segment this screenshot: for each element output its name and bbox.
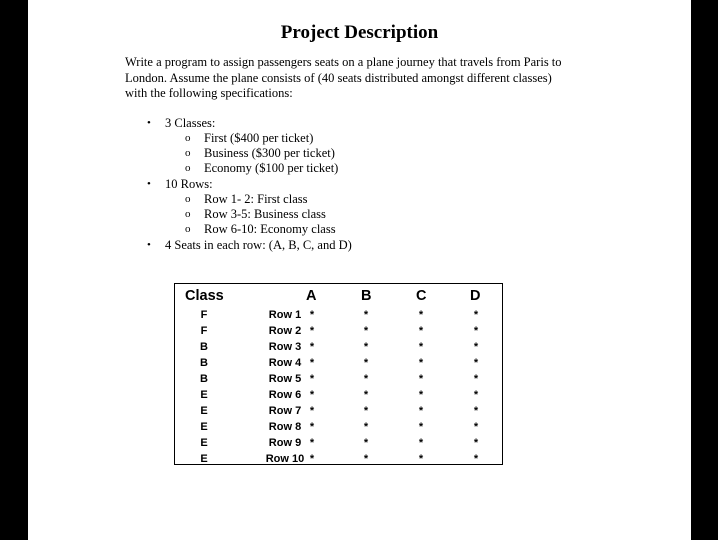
- row-label-cell: Row 5: [268, 373, 302, 385]
- seat-c-cell: *: [418, 421, 424, 433]
- sub-bullet-item: [185, 222, 336, 237]
- page-title: Project Description: [280, 22, 439, 43]
- row-class-cell: E: [200, 405, 208, 417]
- bullet-text: 4 Seats in each row: (A, B, C, and D): [165, 238, 352, 252]
- table-header-class: Class: [185, 288, 224, 304]
- sub-bullet-glyph: o: [185, 132, 191, 144]
- sub-bullet-item: [185, 207, 326, 222]
- intro-line: with the following specifications:: [125, 86, 293, 100]
- seat-b-cell: *: [363, 437, 369, 449]
- seat-b-cell: *: [363, 389, 369, 401]
- seat-d-cell: *: [473, 357, 479, 369]
- seat-d-cell: *: [473, 405, 479, 417]
- row-class-cell: F: [200, 325, 208, 337]
- intro-line: Write a program to assign passengers seats on a plane journey that travels from Paris to: [125, 55, 562, 69]
- row-class-cell: F: [200, 309, 208, 321]
- seat-b-cell: *: [363, 341, 369, 353]
- sub-bullet-text: Economy ($100 per ticket): [204, 161, 339, 175]
- row-class-cell: B: [200, 357, 208, 369]
- seat-d-cell: *: [473, 341, 479, 353]
- row-label-cell: Row 8: [268, 421, 302, 433]
- seat-b-cell: *: [363, 405, 369, 417]
- table-header-seat-b: B: [361, 288, 372, 304]
- row-label-cell: Row 3: [268, 341, 302, 353]
- seat-a-cell: *: [309, 357, 315, 369]
- seat-c-cell: *: [418, 453, 424, 465]
- sub-bullet-text: First ($400 per ticket): [204, 131, 314, 145]
- seat-a-cell: *: [309, 341, 315, 353]
- seat-b-cell: *: [363, 309, 369, 321]
- row-label-cell: Row 2: [268, 325, 302, 337]
- sub-bullet-text: Business ($300 per ticket): [204, 146, 335, 160]
- bullet-text: 3 Classes:: [165, 116, 216, 130]
- seat-c-cell: *: [418, 357, 424, 369]
- bullet-item: [147, 238, 352, 253]
- seat-d-cell: *: [473, 437, 479, 449]
- row-label-cell: Row 4: [268, 357, 302, 369]
- intro-line: London. Assume the plane consists of (40 seats distributed amongst different classes): [125, 70, 552, 85]
- seat-a-cell: *: [309, 453, 315, 465]
- seat-c-cell: *: [418, 341, 424, 353]
- seat-a-cell: *: [309, 405, 315, 417]
- bullet-glyph: •: [147, 117, 151, 129]
- seat-b-cell: *: [363, 421, 369, 433]
- row-class-cell: E: [200, 453, 208, 465]
- sub-bullet-text: Row 6-10: Economy class: [204, 222, 336, 236]
- seat-c-cell: *: [418, 373, 424, 385]
- row-class-cell: B: [200, 341, 208, 353]
- row-class-cell: E: [200, 389, 208, 401]
- seat-d-cell: *: [473, 309, 479, 321]
- table-header-seat-a: A: [306, 288, 317, 304]
- seat-a-cell: *: [309, 309, 315, 321]
- bullet-glyph: •: [147, 239, 151, 251]
- table-header-seat-c: C: [416, 288, 427, 304]
- sub-bullet-glyph: o: [185, 147, 191, 159]
- sub-bullet-glyph: o: [185, 162, 191, 174]
- seat-d-cell: *: [473, 373, 479, 385]
- sub-bullet-item: [185, 192, 308, 207]
- seat-a-cell: *: [309, 373, 315, 385]
- seat-d-cell: *: [473, 453, 479, 465]
- intro-paragraph: [125, 55, 595, 102]
- sub-bullet-item: [185, 161, 339, 176]
- seat-c-cell: *: [418, 309, 424, 321]
- bullet-text: 10 Rows:: [165, 177, 213, 191]
- sub-bullet-text: Row 1- 2: First class: [204, 192, 308, 206]
- table-header-seat-d: D: [470, 288, 481, 304]
- seat-d-cell: *: [473, 389, 479, 401]
- seat-c-cell: *: [418, 437, 424, 449]
- row-class-cell: E: [200, 421, 208, 433]
- row-label-cell: Row 10: [265, 453, 305, 465]
- seat-a-cell: *: [309, 421, 315, 433]
- row-label-cell: Row 9: [268, 437, 302, 449]
- seat-b-cell: *: [363, 325, 369, 337]
- seat-b-cell: *: [363, 373, 369, 385]
- seat-b-cell: *: [363, 453, 369, 465]
- seat-a-cell: *: [309, 437, 315, 449]
- document-page: [28, 0, 691, 540]
- sub-bullet-text: Row 3-5: Business class: [204, 207, 326, 221]
- sub-bullet-item: [185, 131, 314, 146]
- seat-d-cell: *: [473, 421, 479, 433]
- seat-map-table: [174, 283, 503, 465]
- sub-bullet-glyph: o: [185, 223, 191, 235]
- seat-c-cell: *: [418, 389, 424, 401]
- bullet-glyph: •: [147, 178, 151, 190]
- row-label-cell: Row 7: [268, 405, 302, 417]
- row-label-cell: Row 6: [268, 389, 302, 401]
- bullet-item: [147, 116, 216, 131]
- seat-b-cell: *: [363, 357, 369, 369]
- seat-c-cell: *: [418, 325, 424, 337]
- row-class-cell: B: [200, 373, 208, 385]
- row-label-cell: Row 1: [268, 309, 302, 321]
- seat-c-cell: *: [418, 405, 424, 417]
- sub-bullet-glyph: o: [185, 208, 191, 220]
- sub-bullet-item: [185, 146, 335, 161]
- sub-bullet-glyph: o: [185, 193, 191, 205]
- row-class-cell: E: [200, 437, 208, 449]
- seat-d-cell: *: [473, 325, 479, 337]
- bullet-item: [147, 177, 213, 192]
- seat-a-cell: *: [309, 325, 315, 337]
- seat-a-cell: *: [309, 389, 315, 401]
